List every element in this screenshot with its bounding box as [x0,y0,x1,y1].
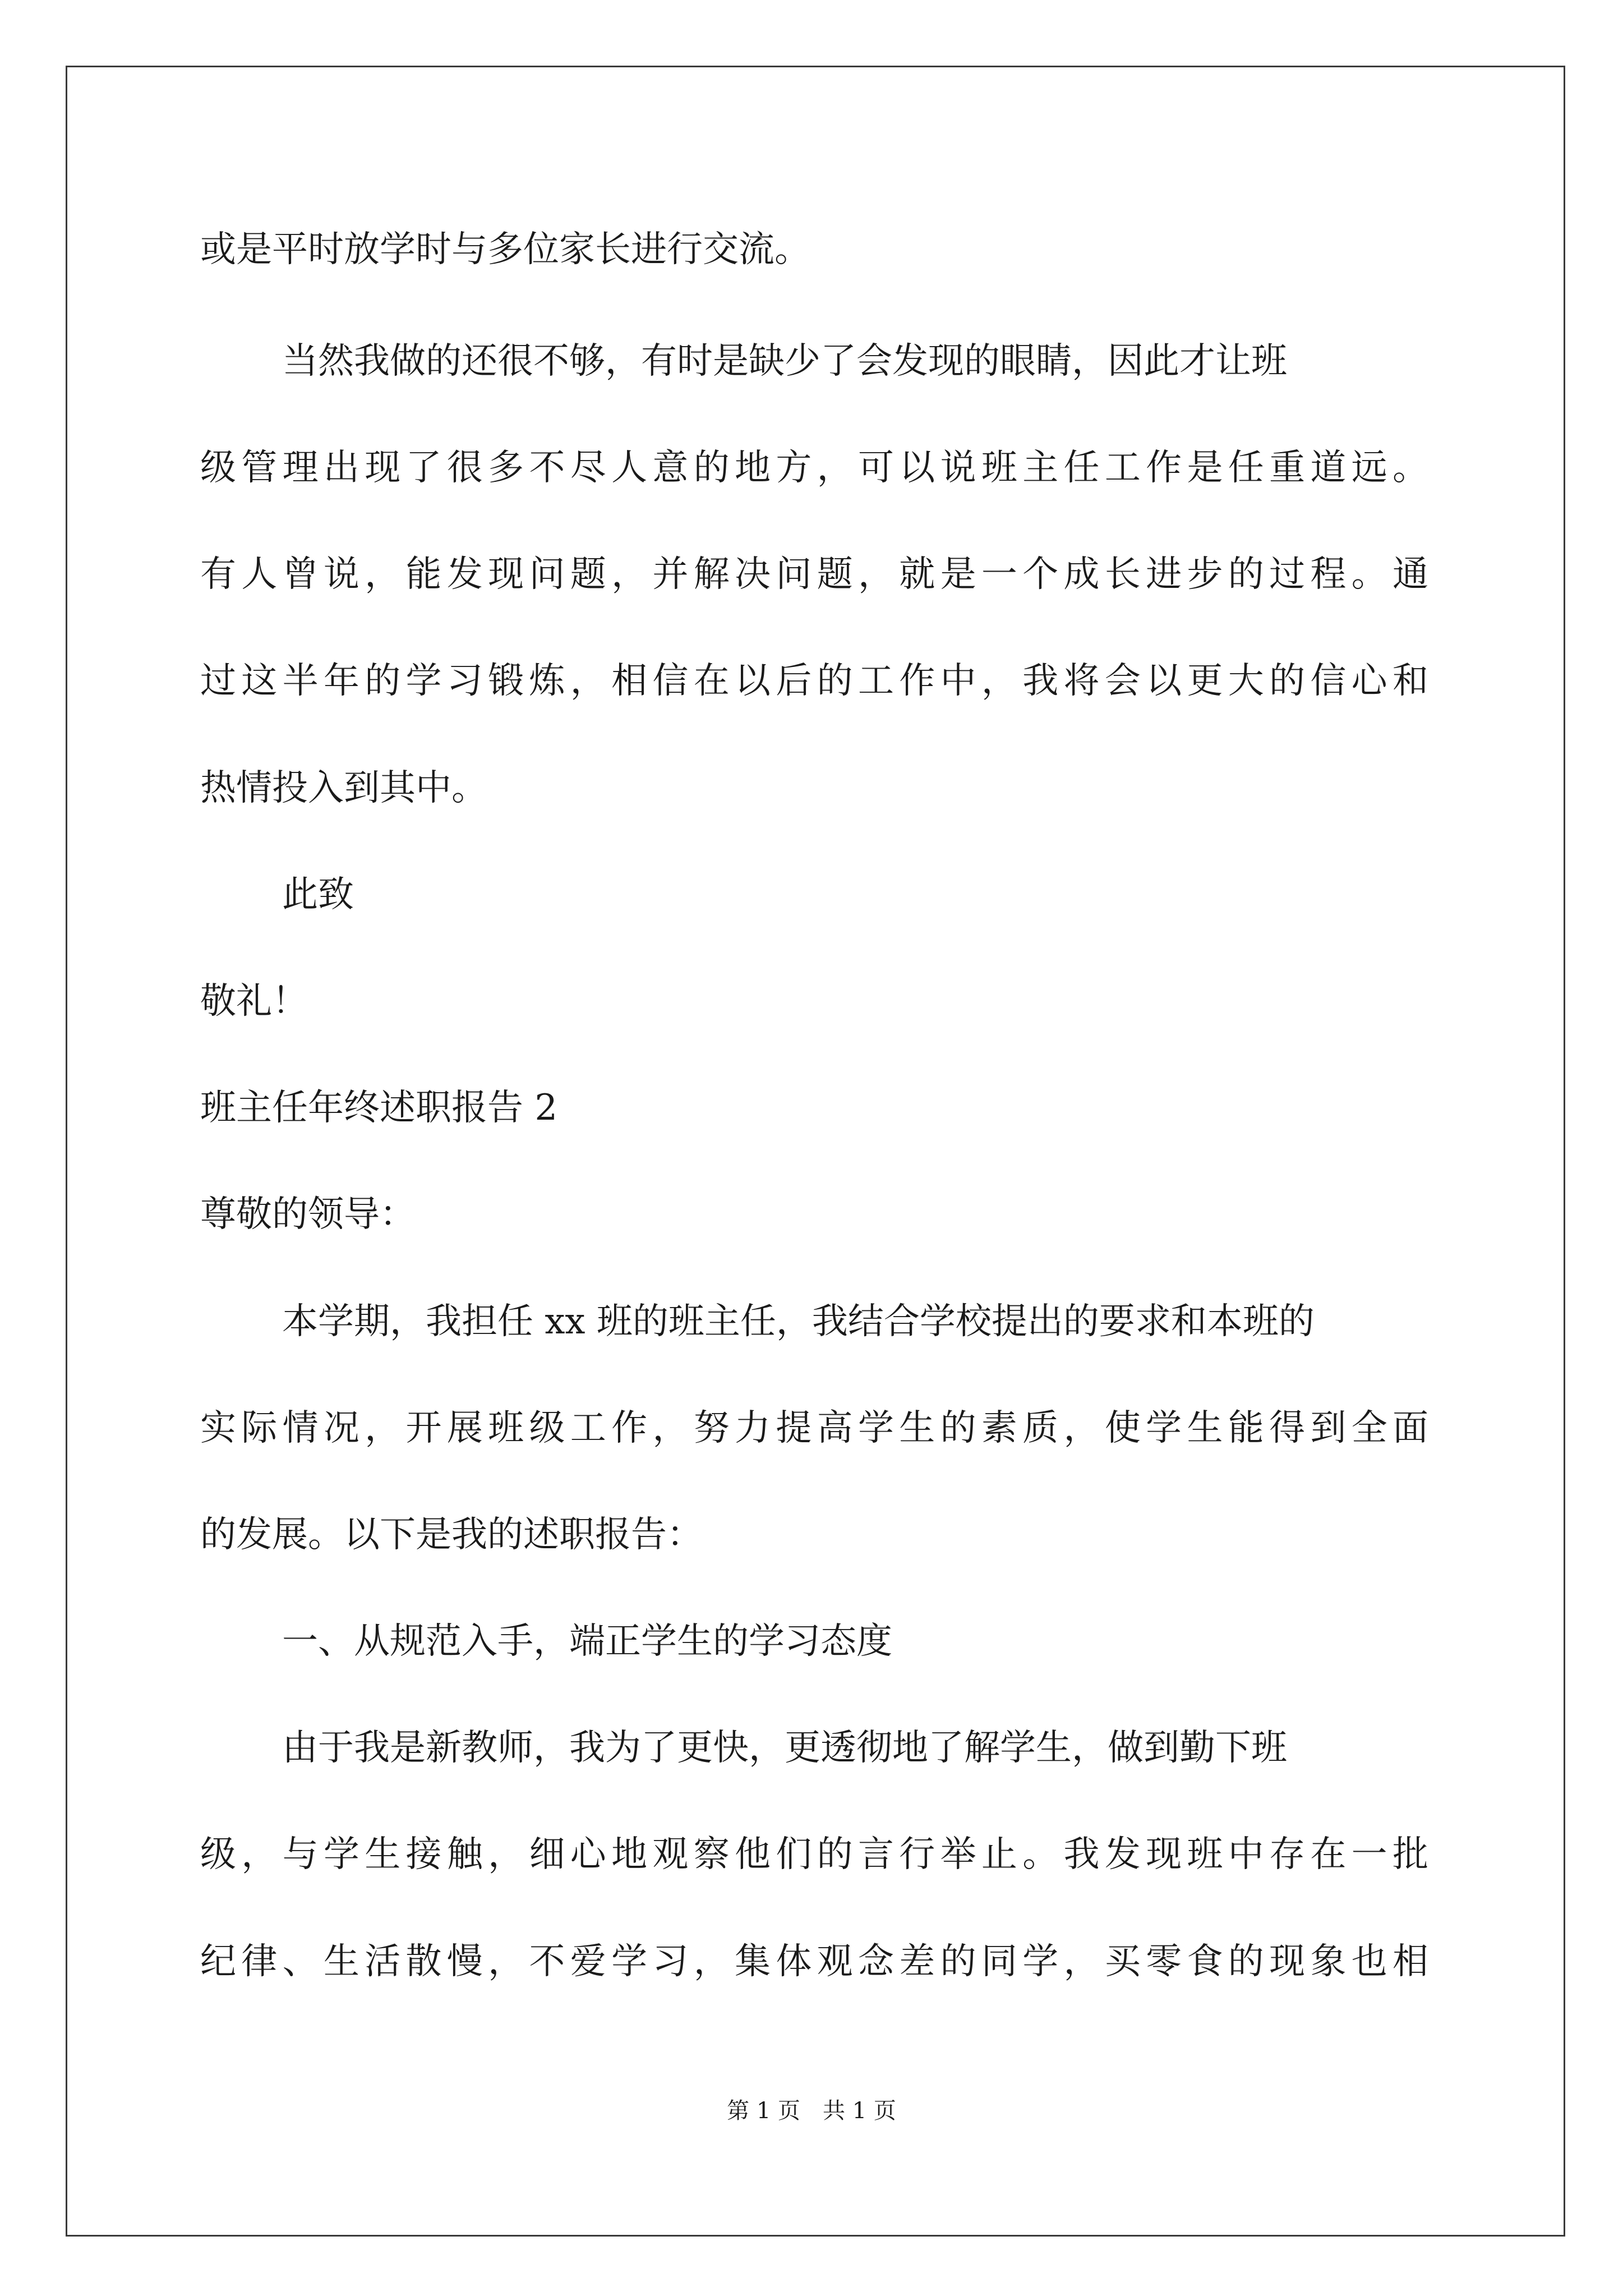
page-footer: 第 1 页 共 1 页 [727,2098,896,2124]
text-line: 敬礼！ [200,981,308,1022]
text-line: 或是平时放学时与多位家长进行交流。 [200,229,810,270]
text-line: 纪律、生活散慢，不爱学习，集体观念差的同学，买零食的现象也相 [200,1941,1428,1982]
text-line: 当然我做的还很不够，有时是缺少了会发现的眼睛，因此才让班 [282,341,1287,382]
text-line: 热情投入到其中。 [200,767,487,809]
section-heading: 班主任年终述职报告 2 [200,1087,558,1129]
text-line: 有人曾说，能发现问题，并解决问题，就是一个成长进步的过程。通 [200,554,1428,595]
text-line: 由于我是新教师，我为了更快，更透彻地了解学生，做到勤下班 [282,1727,1287,1769]
text-line: 的发展。以下是我的述职报告： [200,1514,703,1556]
text-line: 本学期，我担任 xx 班的班主任，我结合学校提出的要求和本班的 [282,1301,1315,1342]
salutation: 尊敬的领导： [200,1194,416,1235]
page-frame [66,66,1565,2237]
text-line: 级，与学生接触，细心地观察他们的言行举止。我发现班中存在一批 [200,1834,1428,1875]
text-line: 此致 [282,874,354,915]
subheading: 一、从规范入手，端正学生的学习态度 [282,1621,892,1662]
text-line: 过这半年的学习锻炼，相信在以后的工作中，我将会以更大的信心和 [200,660,1428,702]
text-line: 级管理出现了很多不尽人意的地方，可以说班主任工作是任重道远。 [200,447,1428,489]
text-line: 实际情况，开展班级工作，努力提高学生的素质，使学生能得到全面 [200,1407,1428,1449]
